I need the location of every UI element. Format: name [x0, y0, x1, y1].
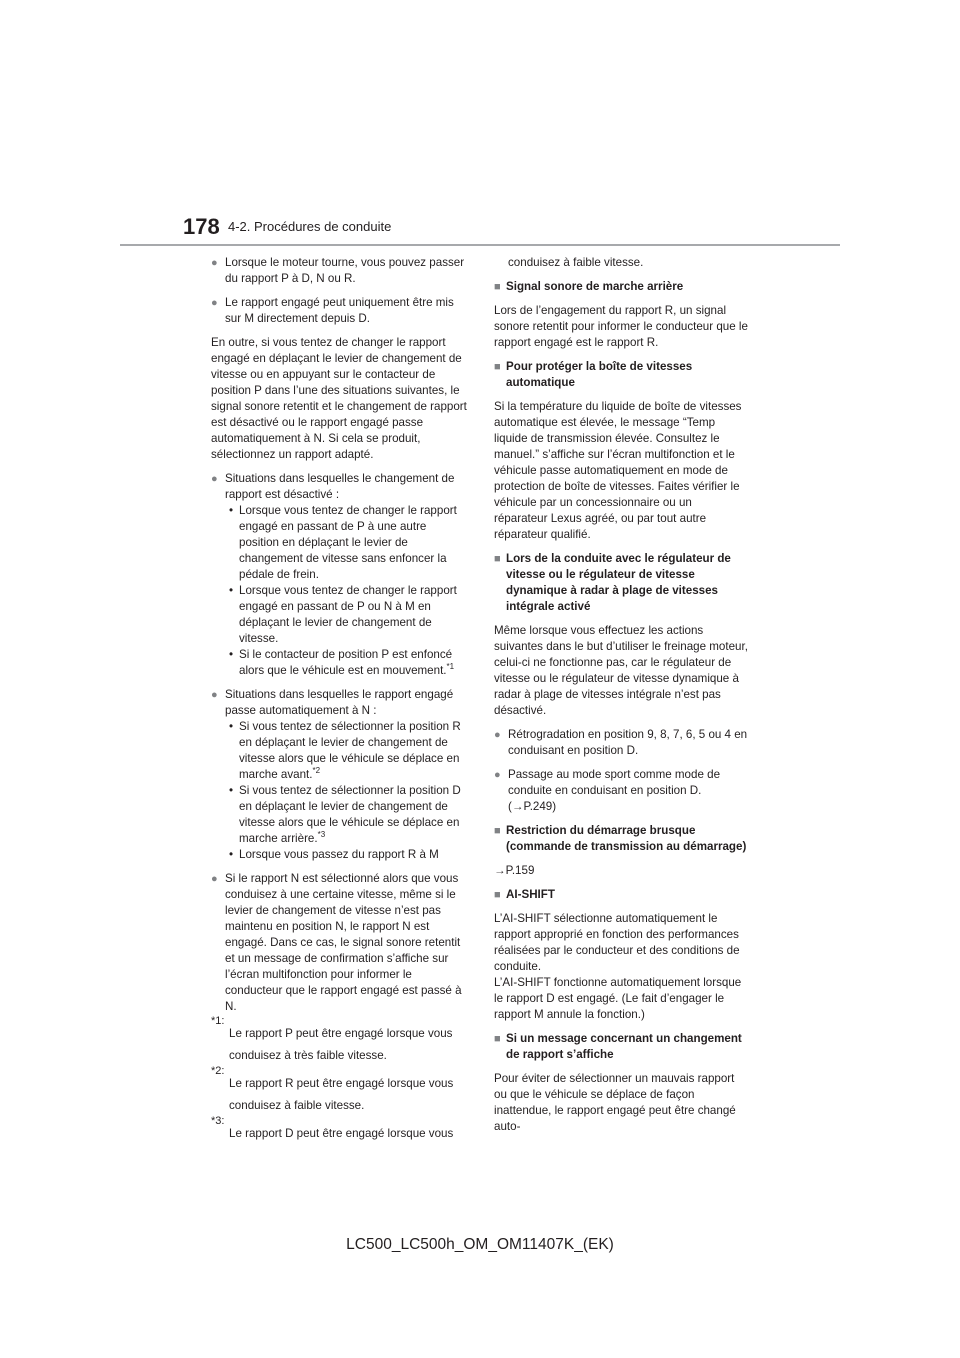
footnote-text: Le rapport R peut être engagé lorsque vous conduisez à faible vitesse.: [229, 1077, 454, 1112]
bullet-text: Passage au mode sport comme mode de conduite en conduisant en position D.: [508, 768, 721, 797]
dot-icon: •: [229, 720, 234, 733]
bullet-text: Si le rapport N est sélectionné alors que vous conduisez à une certaine vitesse, même si le levier de changement de vitesse n’est pas maintenu en position N, le rapport N est engagé. Dans ce cas, le signal sonore retentit et un message de confirmation s’affiche sur l’écran multifonction pour informer le conducteur que le rapport engagé est passé à N.: [225, 872, 462, 1013]
page-reference: (→P.249): [508, 800, 557, 813]
bullet-text: Situations dans lesquelles le rapport engagé passe automatiquement à N :: [225, 688, 454, 717]
left-column: [211, 255, 469, 1151]
section-heading: ■ Pour protéger la boîte de vitesses automatique: [494, 360, 693, 389]
sub-list-item: • Lorsque vous tentez de changer le rapport engagé en passant de P ou N à M en déplaçant le levier de changement de vitesse.: [229, 584, 457, 645]
dot-icon: •: [229, 584, 234, 597]
paragraph: L’AI-SHIFT sélectionne automatiquement le rapport approprié en fonction des performances réalisées par le conducteur et des conditions de conduite.: [494, 912, 740, 973]
square-bullet-icon: ■: [494, 361, 501, 373]
footnote: *2: Le rapport R peut être engagé lorsque vous conduisez à faible vitesse.: [211, 1073, 469, 1117]
circle-bullet-icon: ●: [494, 769, 501, 781]
bullet-item: [211, 687, 469, 863]
bullet-text: Le rapport engagé peut uniquement être mis sur M directement depuis D.: [225, 296, 454, 325]
footnote-ref: *1: [446, 662, 455, 672]
circle-bullet-icon: ●: [211, 257, 218, 269]
paragraph: Pour éviter de sélectionner un mauvais rapport ou que le véhicule se déplace de façon inattendue, le rapport engagé peut être changé auto-: [494, 1072, 736, 1133]
right-column: [494, 255, 748, 1143]
bullet-text: Lorsque le moteur tourne, vous pouvez passer du rapport P à D, N ou R.: [225, 256, 465, 285]
bullet-item: [494, 727, 748, 759]
circle-bullet-icon: ●: [211, 473, 218, 485]
square-bullet-icon: ■: [494, 281, 501, 293]
square-bullet-icon: ■: [494, 553, 501, 565]
dot-icon: •: [229, 848, 234, 861]
sub-list-item: • Lorsque vous tentez de changer le rapport engagé en passant de P à une autre position en déplaçant le levier de changement de vitesse sans enfoncer la pédale de frein.: [229, 504, 457, 581]
section-heading: ■ Lors de la conduite avec le régulateur de vitesse ou le régulateur de vitesse dynamique à radar à plage de vitesses intégrale activé: [494, 552, 731, 613]
footnote: *1: Le rapport P peut être engagé lorsque vous conduisez à très faible vitesse.: [211, 1023, 469, 1067]
square-bullet-icon: ■: [494, 825, 501, 837]
footnote: *3: Le rapport D peut être engagé lorsque vous: [211, 1123, 469, 1145]
footnote-text: Le rapport D peut être engagé lorsque vous: [229, 1127, 454, 1140]
header-divider: [120, 244, 840, 246]
paragraph: Si la température du liquide de boîte de vitesses automatique est élevée, le message “Temp liquide de transmission élevée. Consultez le manuel.” s’affiche sur l’écran multifonction et le véhicule passe automatiquement en mode de protection de boîte de vitesses. Faites vérifier le véhicule par un concessionnaire ou un réparateur Lexus agréé, ou par tout autre réparateur qualifié.: [494, 400, 742, 541]
bullet-item: [211, 255, 469, 287]
sub-list-item: • Si vous tentez de sélectionner la position R en déplaçant le levier de changement de vitesse alors que le véhicule se déplace en marche avant.$^{*2}$: [229, 720, 461, 781]
dot-icon: •: [229, 784, 234, 797]
paragraph: Lors de l’engagement du rapport R, un signal sonore retentit pour informer le conducteur que le rapport engagé est le rapport R.: [494, 304, 748, 349]
circle-bullet-icon: ●: [211, 297, 218, 309]
dot-icon: •: [229, 504, 234, 517]
document-code: LC500_LC500h_OM_OM11407K_(EK): [346, 1236, 614, 1253]
footnote-ref: *3: [317, 830, 326, 840]
page-reference: →P.159: [494, 864, 535, 877]
square-bullet-icon: ■: [494, 889, 501, 901]
page-number: 178: [183, 214, 220, 239]
paragraph: L’AI-SHIFT fonctionne automatiquement lorsque le rapport D est engagé. (Le fait d’engager le rapport M annule la fonction.): [494, 976, 742, 1021]
page-header: [0, 0, 960, 250]
bullet-item: [211, 471, 469, 679]
paragraph: Même lorsque vous effectuez les actions suivantes dans le but d’utiliser le freinage moteur, celui-ci ne fonctionne pas, car le régulateur de vitesse ou le régulateur de vitesse dynamique à radar à plage de vitesses intégrale n’est pas désactivé.: [494, 624, 748, 717]
circle-bullet-icon: ●: [211, 873, 218, 885]
section-title: 4-2. Procédures de conduite: [228, 219, 392, 234]
bullet-item: [211, 295, 469, 327]
sub-list-item: • Lorsque vous passez du rapport R à M: [229, 848, 439, 861]
circle-bullet-icon: ●: [211, 689, 218, 701]
section-heading: ■ Signal sonore de marche arrière: [494, 280, 684, 293]
sub-list-item: • Si vous tentez de sélectionner la position D en déplaçant le levier de changement de vitesse alors que le véhicule se déplace en marche arrière.$^{*3}$: [229, 784, 461, 845]
footnote-ref: *2: [312, 766, 321, 776]
bullet-item: [494, 767, 748, 815]
dot-icon: •: [229, 648, 234, 661]
sub-list: [225, 503, 469, 679]
sub-list-item: • Si le contacteur de position P est enfoncé alors que le véhicule est en mouvement.$^{*1}$: [229, 648, 455, 677]
bullet-text: Situations dans lesquelles le changement de rapport est désactivé :: [225, 472, 455, 501]
footnote-continuation: conduisez à faible vitesse.: [508, 256, 644, 269]
section-heading: ■ Si un message concernant un changement de rapport s’affiche: [494, 1032, 742, 1061]
footnote-text: Le rapport P peut être engagé lorsque vous conduisez à très faible vitesse.: [229, 1027, 453, 1062]
section-heading: ■ AI-SHIFT: [494, 888, 555, 901]
bullet-item: [211, 871, 469, 1015]
section-heading: ■ Restriction du démarrage brusque (commande de transmission au démarrage): [494, 824, 747, 853]
bullet-text: Rétrogradation en position 9, 8, 7, 6, 5 ou 4 en conduisant en position D.: [508, 728, 748, 757]
paragraph: En outre, si vous tentez de changer le rapport engagé en déplaçant le levier de changement de vitesse ou en appuyant sur le contacteur de position P dans l’une des situations suivantes, le signal sonore retentit et le changement de rapport est désactivé ou le rapport engagé passe automatiquement à N. Si cela se produit, sélectionnez un rapport adapté.: [211, 336, 467, 461]
square-bullet-icon: ■: [494, 1033, 501, 1045]
sub-list: [225, 719, 469, 863]
circle-bullet-icon: ●: [494, 729, 501, 741]
